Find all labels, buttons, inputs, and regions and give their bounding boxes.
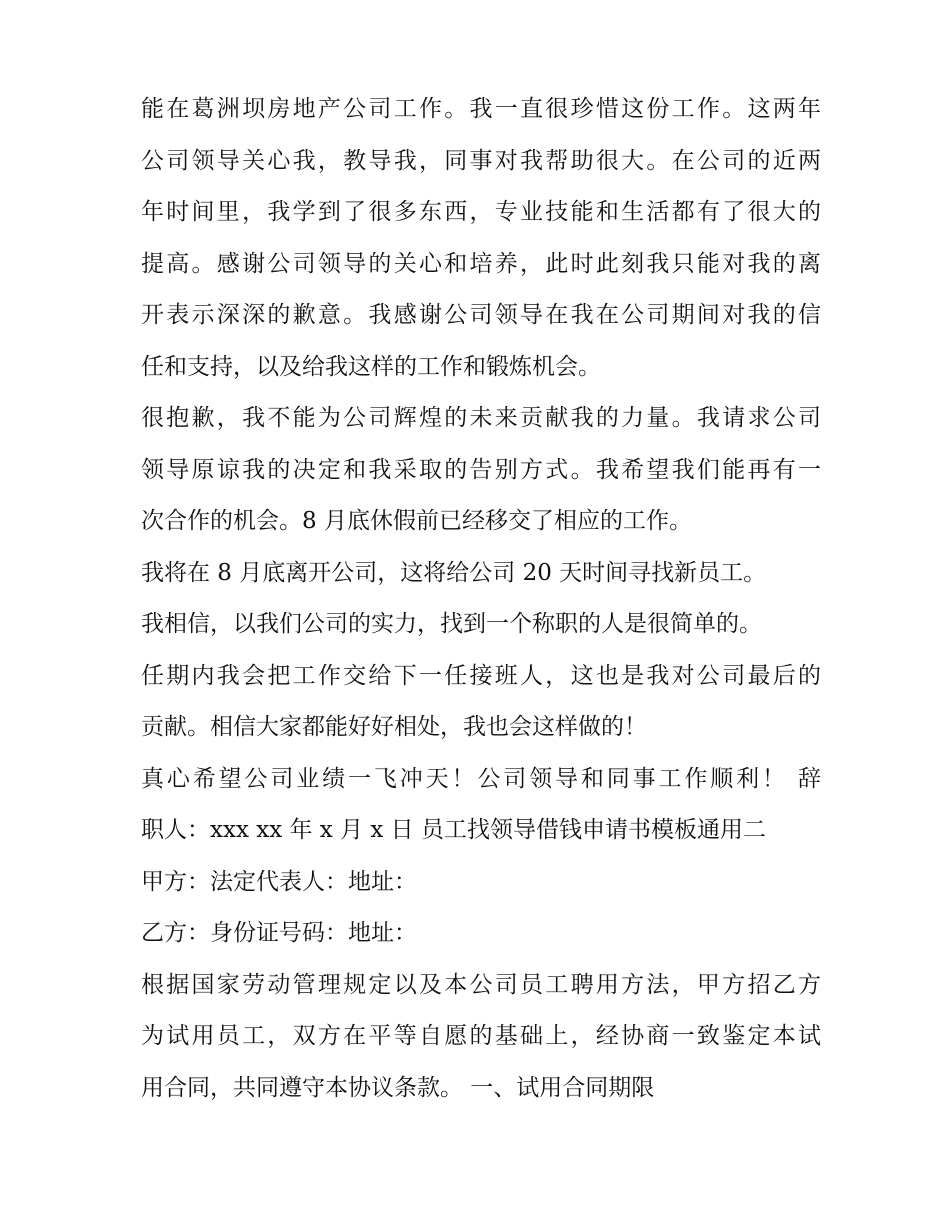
text-line-15: 职人：xxx xx 年 x 月 x 日 员工找领导借钱申请书模板通用二 (141, 817, 766, 843)
text-line-2: 公司领导关心我，教导我，同事对我帮助很大。在公司的近两 (141, 147, 821, 174)
text-line-16: 甲方：法定代表人：地址： (141, 868, 417, 895)
text-line-9: 次合作的机会。8 月底休假前已经移交了相应的工作。 (141, 508, 692, 534)
text-line-12: 任期内我会把工作交给下一任接班人，这也是我对公司最后的 (141, 662, 821, 689)
text-line-18: 根据国家劳动管理规定以及本公司员工聘用方法，甲方招乙方 (141, 971, 821, 998)
text-line-17: 乙方：身份证号码：地址： (141, 920, 417, 946)
text-line-19: 为试用员工，双方在平等自愿的基础上，经协商一致鉴定本试 (141, 1023, 821, 1049)
text-line-1: 能在葛洲坝房地产公司工作。我一直很珍惜这份工作。这两年 (141, 96, 821, 122)
text-line-4: 提高。感谢公司领导的关心和培养，此时此刻我只能对我的离 (141, 250, 821, 277)
text-line-6: 任和支持，以及给我这样的工作和锻炼机会。 (141, 353, 601, 380)
text-line-5: 开表示深深的歉意。我感谢公司领导在我在公司期间对我的信 (141, 302, 821, 328)
text-line-8: 领导原谅我的决定和我采取的告别方式。我希望我们能再有一 (141, 456, 821, 483)
document-body (141, 84, 821, 1114)
text-line-10: 我将在 8 月底离开公司，这将给公司 20 天时间寻找新员工。 (141, 559, 767, 586)
text-line-13: 贡献。相信大家都能好好相处，我也会这样做的！ (141, 714, 647, 740)
text-line-11: 我相信，以我们公司的实力，找到一个称职的人是很简单的。 (141, 611, 762, 637)
text-line-7: 很抱歉，我不能为公司辉煌的未来贡献我的力量。我请求公司 (141, 405, 821, 431)
text-line-20: 用合同，共同遵守本协议条款。 一、试用合同期限 (141, 1074, 655, 1101)
text-line-3: 年时间里，我学到了很多东西，专业技能和生活都有了很大的 (141, 199, 821, 225)
text-line-14: 真心希望公司业绩一飞冲天！公司领导和同事工作顺利！ 辞 (141, 765, 821, 792)
